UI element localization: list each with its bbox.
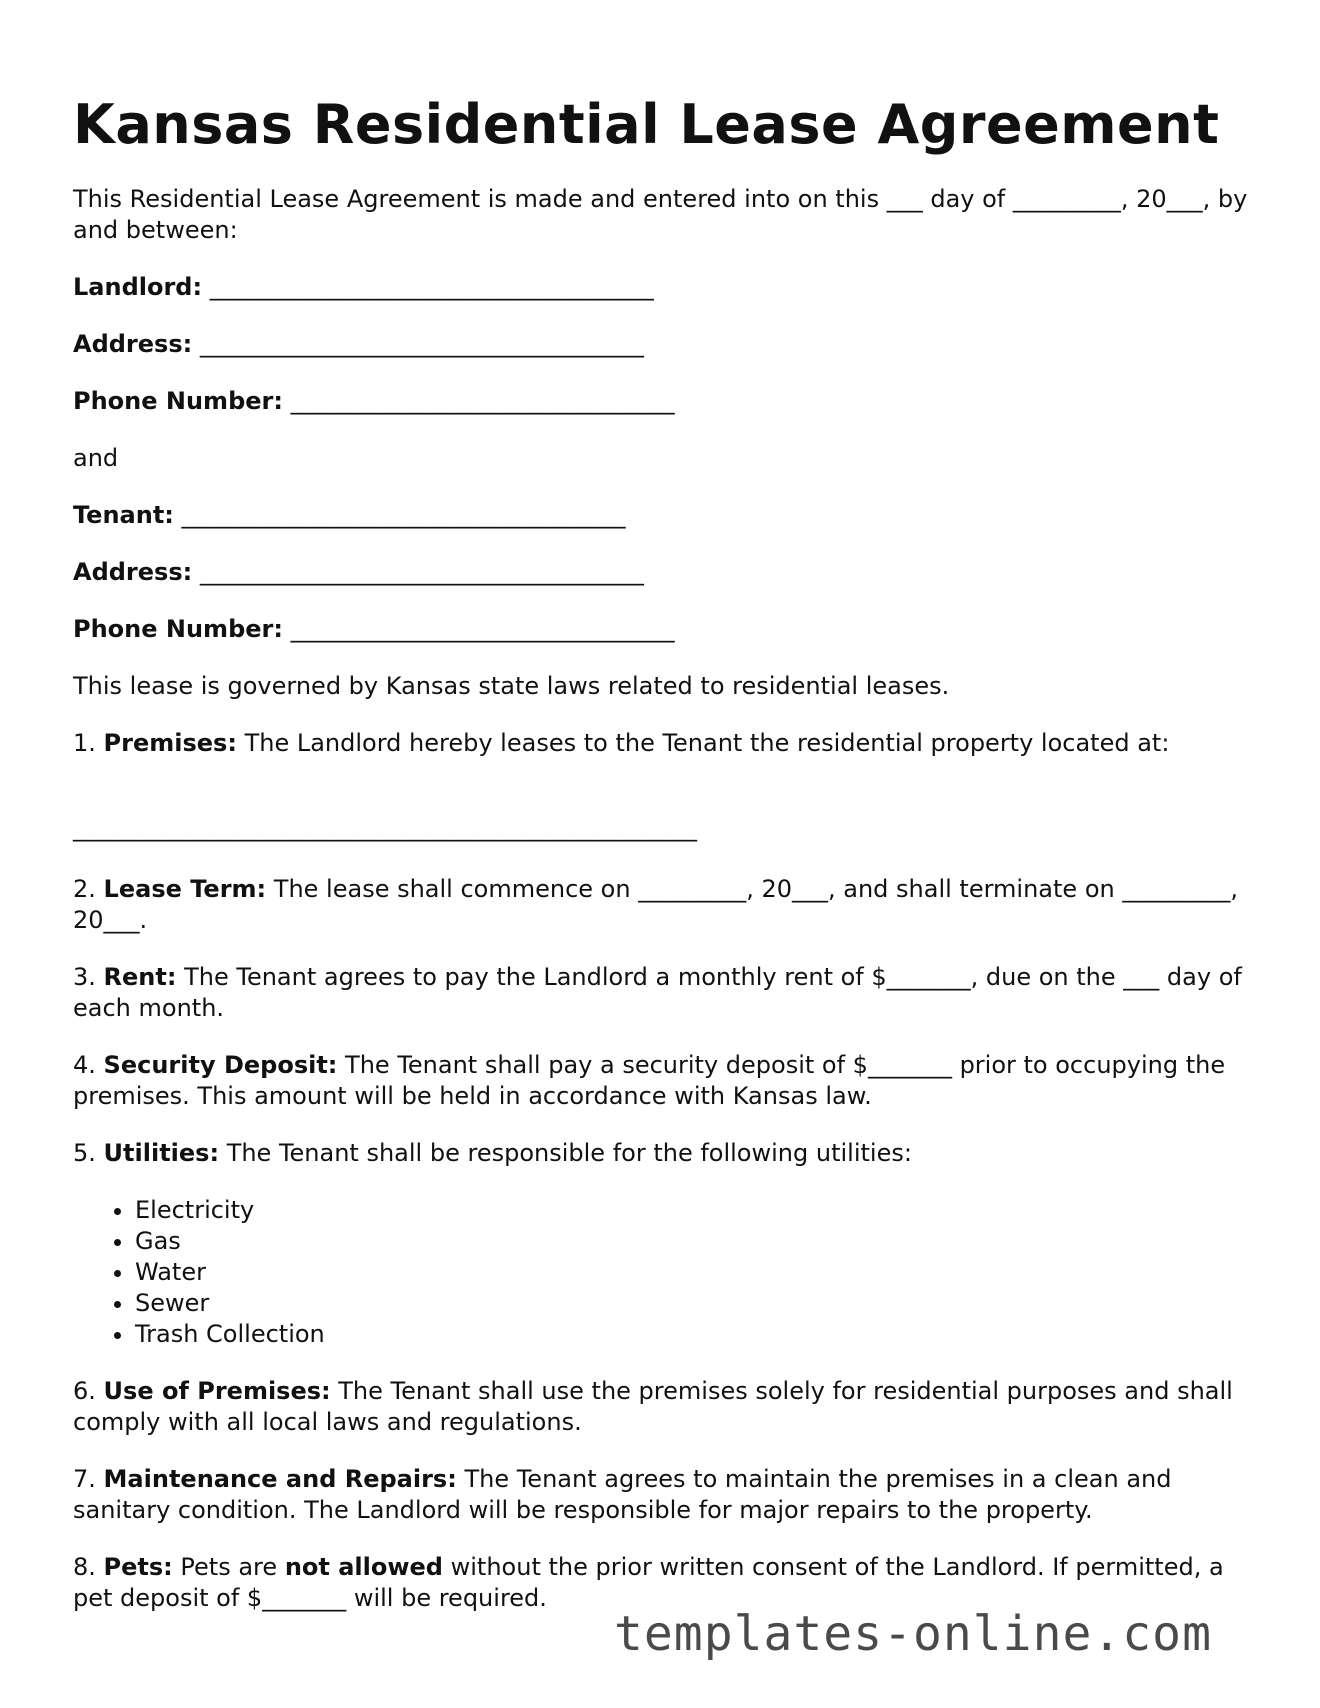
list-item: • Water (135, 1257, 1253, 1288)
clause-heading: Maintenance and Repairs: (103, 1465, 457, 1493)
tenant-phone-blank[interactable]: ________________________________ (290, 615, 675, 643)
clause-text: The Landlord hereby leases to the Tenant the residential property located at: (244, 729, 1170, 757)
tenant-address-label: Address: (73, 558, 193, 586)
tenant-name-label: Tenant: (73, 501, 174, 529)
clause-text: The Tenant agrees to maintain the premises in a clean and sanitary condition. The Landlord will be responsible for major repairs to the property. (73, 1465, 1172, 1524)
clause-heading: Security Deposit: (103, 1051, 338, 1079)
clause-premises (73, 728, 1253, 759)
tenant-address-field (73, 557, 1253, 588)
watermark: templates-online.com (614, 1606, 1212, 1662)
clause-rent (73, 962, 1253, 1024)
list-item: • Sewer (135, 1288, 1253, 1319)
landlord-address-blank[interactable]: _____________________________________ (199, 330, 644, 358)
clause-heading: Pets: (103, 1553, 173, 1581)
landlord-name-field (73, 272, 1253, 303)
clause-heading: Utilities: (103, 1139, 220, 1167)
and-text: and (73, 444, 119, 472)
clause-text-before: Pets are (180, 1553, 278, 1581)
clause-emphasis: not allowed (284, 1553, 443, 1581)
clause-security-deposit (73, 1050, 1253, 1112)
clause-utilities (73, 1138, 1253, 1169)
tenant-phone-label: Phone Number: (73, 615, 283, 643)
clause-heading: Lease Term: (103, 875, 267, 903)
clause-text: The lease shall commence on _________, 20___, and shall terminate on _________, 20___. (73, 875, 1238, 934)
tenant-address-blank[interactable]: _____________________________________ (199, 558, 644, 586)
clause-number: 1. (73, 729, 96, 757)
landlord-name-blank[interactable]: _____________________________________ (209, 273, 654, 301)
intro-paragraph: This Residential Lease Agreement is made and entered into on this ___ day of _________, 20___, by and between: (73, 185, 1248, 244)
governing-law-text: This lease is governed by Kansas state laws related to residential leases. (73, 672, 950, 700)
clause-number: 5. (73, 1139, 96, 1167)
landlord-phone-blank[interactable]: ________________________________ (290, 387, 675, 415)
clause-number: 2. (73, 875, 96, 903)
clause-number: 8. (73, 1553, 96, 1581)
clause-use-of-premises (73, 1376, 1253, 1438)
tenant-phone-field (73, 614, 1253, 645)
clause-text: The Tenant agrees to pay the Landlord a monthly rent of $_______, due on the ___ day of each month. (73, 963, 1242, 1022)
lease-document (73, 88, 1253, 1640)
clause-lease-term (73, 874, 1253, 936)
clause-heading: Rent: (103, 963, 177, 991)
clause-text: The Tenant shall pay a security deposit of $_______ prior to occupying the premises. This amount will be held in accordance with Kansas law. (73, 1051, 1226, 1110)
landlord-address-field (73, 329, 1253, 360)
landlord-phone-label: Phone Number: (73, 387, 283, 415)
list-item: • Electricity (135, 1195, 1253, 1226)
utilities-list (73, 1195, 1253, 1350)
tenant-name-blank[interactable]: _____________________________________ (181, 501, 626, 529)
clause-number: 3. (73, 963, 96, 991)
clause-heading: Use of Premises: (103, 1377, 331, 1405)
clause-number: 4. (73, 1051, 96, 1079)
clause-number: 6. (73, 1377, 96, 1405)
list-item: • Gas (135, 1226, 1253, 1257)
clause-pets (73, 1552, 1253, 1614)
landlord-address-label: Address: (73, 330, 193, 358)
tenant-name-field (73, 500, 1253, 531)
clause-heading: Premises: (103, 729, 237, 757)
clause-number: 7. (73, 1465, 96, 1493)
clause-text-after: without the prior written consent of the Landlord. If permitted, a pet deposit of $_______ will be required. (73, 1553, 1224, 1612)
clause-maintenance (73, 1464, 1253, 1526)
list-item: • Trash Collection (135, 1319, 1253, 1350)
landlord-phone-field (73, 386, 1253, 417)
clause-text: The Tenant shall be responsible for the following utilities: (226, 1139, 912, 1167)
clause-text: The Tenant shall use the premises solely for residential purposes and shall comply with all local laws and regulations. (73, 1377, 1233, 1436)
landlord-name-label: Landlord: (73, 273, 203, 301)
premises-address-blank[interactable]: ____________________________________________________ (73, 814, 697, 842)
page-title: Kansas Residential Lease Agreement (73, 93, 1220, 156)
